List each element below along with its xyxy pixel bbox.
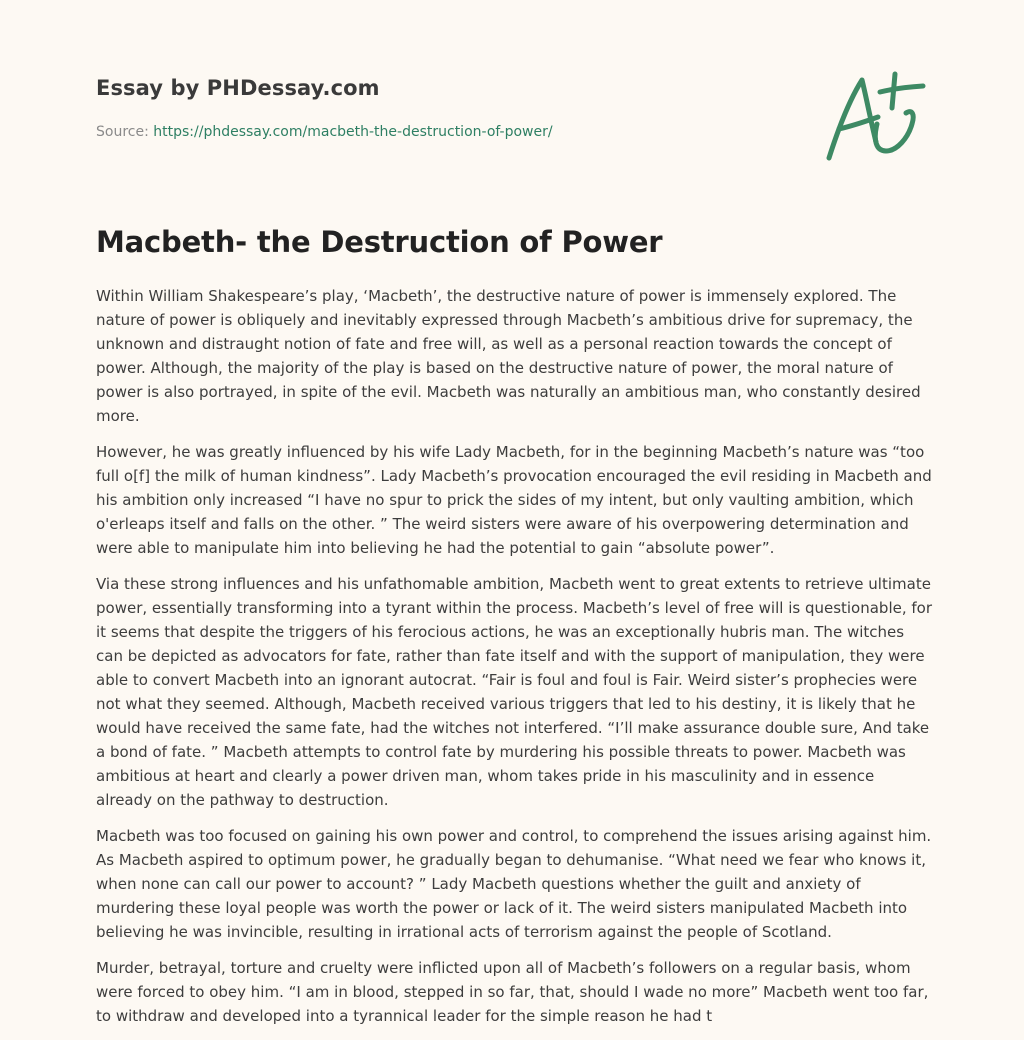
essay-paragraph: Via these strong influences and his unfathomable ambition, Macbeth went to great extents to retrieve ultimate power, essentially transforming into a tyrant within the process. Macbeth’s level of free will is questionable, for it seems that despite the triggers of his ferocious actions, he was an exceptionally hubris man. The witches can be depicted as advocators for fate, rather than fate itself and with the support of manipulation, they were able to convert Macbeth into an ignorant autocrat. “Fair is foul and foul is Fair. Weird sister’s prophecies were not what they seemed. Although, Macbeth received various triggers that led to his destiny, it is likely that he would have received the same fate, had the witches not interfered. “I’ll make assurance double sure, And take a bond of fate. ” Macbeth attempts to control fate by murdering his possible threats to power. Macbeth was ambitious at heart and clearly a power driven man, whom takes pride in his masculinity and in essence already on the pathway to destruction. xyxy=(96,575,933,809)
essay-body xyxy=(96,284,934,1040)
essay-title: Macbeth- the Destruction of Power xyxy=(96,225,663,259)
essay-paragraph: However, he was greatly influenced by his wife Lady Macbeth, for in the beginning Macbeth’s nature was “too full o[f] the milk of human kindness”. Lady Macbeth’s provocation encouraged the evil residing in Macbeth and his ambition only increased “I have no spur to prick the sides of my intent, but only vaulting ambition, which o'erleaps itself and falls on the other. ” The weird sisters were aware of his overpowering determination and were able to manipulate him into believing he had the potential to gain “absolute power”. xyxy=(96,443,932,557)
essay-paragraph: Macbeth was too focused on gaining his own power and control, to comprehend the issues arising against him. As Macbeth aspired to optimum power, he gradually began to dehumanise. “What need we fear who knows it, when none can call our power to account? ” Lady Macbeth questions whether the guilt and anxiety of murdering these loyal people was worth the power or lack of it. The weird sisters manipulated Macbeth into believing he was invincible, resulting in irrational acts of terrorism against the people of Scotland. xyxy=(96,827,932,941)
site-brand: Essay by PHDessay.com xyxy=(96,76,380,100)
source-line xyxy=(96,124,553,140)
essay-paragraph: Murder, betrayal, torture and cruelty were inflicted upon all of Macbeth’s followers on a regular basis, whom were forced to obey him. “I am in blood, stepped in so far, that, should I wade no more” Macbeth went too far, to withdraw and developed into a tyrannical leader for the simple reason he had t xyxy=(96,959,929,1025)
essay-paragraph: Within William Shakespeare’s play, ‘Macbeth’, the destructive nature of power is immensely explored. The nature of power is obliquely and inevitably expressed through Macbeth’s ambitious drive for supremacy, the unknown and distraught notion of fate and free will, as well as a personal reaction towards the concept of power. Although, the majority of the play is based on the destructive nature of power, the moral nature of power is also portrayed, in spite of the evil. Macbeth was naturally an ambitious man, who constantly desired more. xyxy=(96,287,921,425)
source-label: Source: xyxy=(96,124,154,140)
a-plus-grade-icon xyxy=(822,66,930,166)
source-link[interactable]: https://phdessay.com/macbeth-the-destruction-of-power/ xyxy=(153,124,553,140)
